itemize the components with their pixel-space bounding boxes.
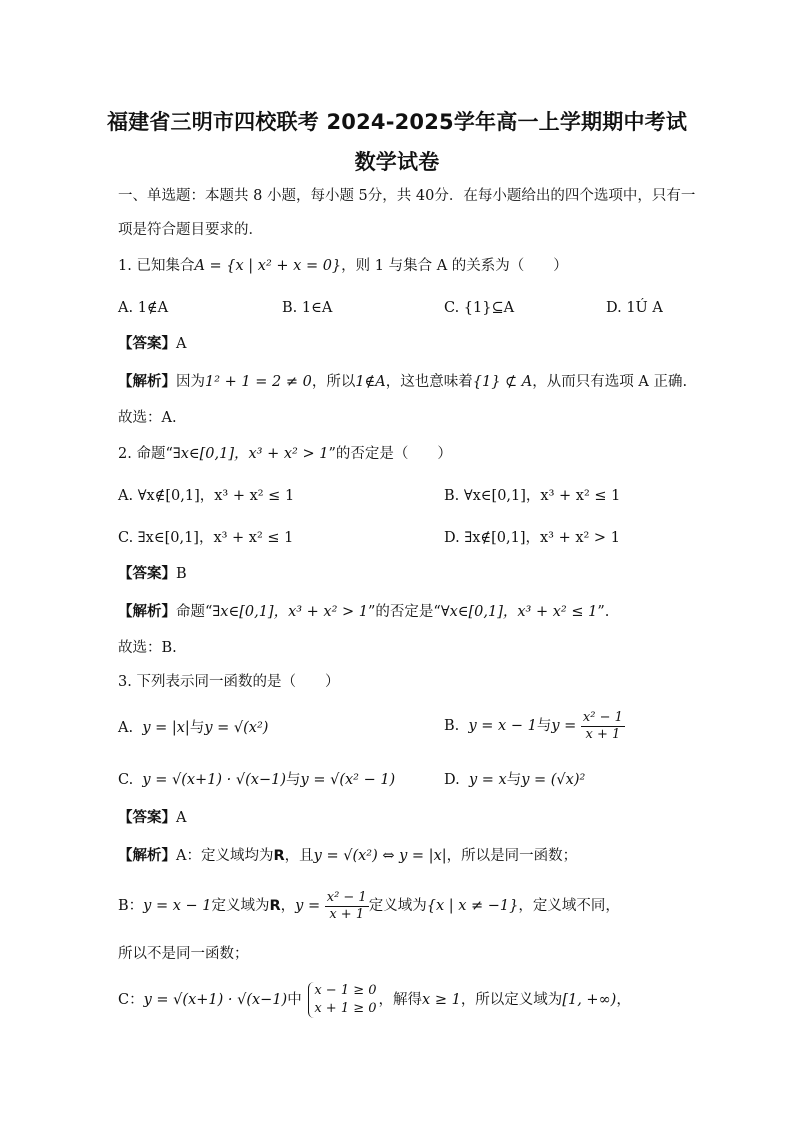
answer-label: 【答案】 [118, 336, 176, 352]
option-label: C. [118, 772, 134, 788]
option-text: 与 [536, 718, 552, 734]
analysis-label: 【解析】 [118, 848, 176, 864]
analysis-text: 因为 [176, 374, 205, 390]
analysis-text: 中 [287, 992, 302, 1008]
question-3-analysis-b [118, 886, 694, 926]
question-2-analysis [118, 602, 694, 622]
analysis-text: ，定义域不同， [518, 898, 620, 914]
question-1-stem-post: ，则 1 与集合 A 的关系为（ ） [341, 258, 568, 274]
question-1-option-b: B. 1∈A [282, 300, 333, 316]
question-2-option-a: A. ∀x∉[0,1]，x³ + x² ≤ 1 [118, 488, 295, 504]
analysis-label: 【解析】 [118, 604, 176, 620]
question-1-answer [118, 334, 694, 354]
option-text: 与 [189, 720, 205, 736]
analysis-math: 1∉A [355, 374, 386, 390]
analysis-math: {1} ⊄ A [472, 374, 533, 390]
analysis-label: 【解析】 [118, 374, 176, 390]
analysis-text: 命题“ [176, 604, 213, 620]
question-1-set: A = {x | x² + x = 0} [194, 258, 342, 274]
answer-value: A [176, 336, 187, 352]
analysis-math: ∃x∈[0,1]，x³ + x² > 1 [212, 604, 369, 620]
question-3-analysis-a [118, 846, 694, 866]
analysis-math: {x | x ≠ −1} [426, 898, 519, 914]
analysis-text: ，这也意味着 [385, 374, 473, 390]
analysis-text: ，解得 [378, 992, 423, 1008]
question-3-stem: 3. 下列表示同一函数的是（ ） [118, 674, 340, 690]
question-3-option-a [118, 718, 268, 738]
inequality-row: x + 1 ≥ 0 [314, 1001, 377, 1016]
question-2-stem [118, 444, 694, 464]
option-math: y = √(x² − 1) [300, 772, 396, 788]
question-2-proposition: ∃x∈[0,1]，x³ + x² > 1 [172, 446, 329, 462]
option-label: D. [444, 772, 460, 788]
question-1-option-a: A. 1∉A [118, 300, 169, 316]
analysis-math: y = [295, 898, 321, 914]
analysis-text: ”的否定是“ [368, 604, 441, 620]
option-math: y = x [468, 772, 507, 788]
question-2-conclusion: 故选：B. [118, 640, 177, 656]
question-3-option-b [444, 706, 625, 746]
section-instruction-line2: 项是符合题目要求的． [118, 222, 263, 238]
analysis-math: y = √(x²) ⇔ y = |x| [313, 848, 447, 864]
analysis-text: 定义域为 [211, 898, 270, 914]
analysis-text: ， [280, 898, 296, 914]
option-math: y = √(x²) [204, 720, 269, 736]
question-3-answer [118, 808, 694, 828]
section-instruction-line1: 一、单选题：本题共 8 小题，每小题 5分，共 40分．在每小题给出的四个选项中，只有一 [118, 188, 696, 204]
analysis-text: ，所以 [311, 374, 356, 390]
page-subtitle: 数学试卷 [354, 150, 440, 174]
question-1-conclusion: 故选：A. [118, 410, 177, 426]
question-1-stem-pre: 1. 已知集合 [118, 258, 195, 274]
answer-label: 【答案】 [118, 810, 176, 826]
answer-value: B [176, 566, 187, 582]
answer-label: 【答案】 [118, 566, 176, 582]
page-title: 福建省三明市四校联考 2024-2025学年高一上学期期中考试 [106, 110, 688, 134]
question-2-stem-pre: 2. 命题“ [118, 446, 173, 462]
option-math: y = [551, 718, 577, 734]
fraction-numerator: x² − 1 [326, 889, 367, 905]
option-text: 与 [286, 772, 301, 788]
fraction-denominator: x + 1 [585, 726, 621, 742]
analysis-text: C： [118, 992, 144, 1008]
question-3-option-d [444, 770, 585, 790]
question-1-option-c: C. {1}⊆A [444, 300, 515, 316]
analysis-math: y = x − 1 [143, 898, 212, 914]
question-2-option-d: D. ∃x∉[0,1]，x³ + x² > 1 [444, 530, 620, 546]
analysis-text: A：定义域均为 [176, 848, 274, 864]
inequality-system [308, 982, 376, 1018]
question-3-option-c [118, 770, 395, 790]
real-numbers-symbol: R [273, 848, 285, 864]
fraction [325, 890, 369, 923]
question-2-option-b: B. ∀x∈[0,1]，x³ + x² ≤ 1 [444, 488, 621, 504]
option-math: y = (√x)² [521, 772, 586, 788]
analysis-math: [1, +∞) [562, 992, 617, 1008]
question-1-option-d: D. 1Ú A [606, 300, 663, 316]
option-label: B. [444, 718, 460, 734]
analysis-text: ，所以是同一函数； [446, 848, 578, 864]
analysis-math: x ≥ 1 [422, 992, 461, 1008]
fraction-denominator: x + 1 [329, 906, 365, 922]
fraction-numerator: x² − 1 [582, 709, 623, 725]
analysis-text: ，从而只有选项 A 正确. [532, 374, 688, 390]
real-numbers-symbol: R [269, 898, 281, 914]
analysis-text: 定义域为 [368, 898, 427, 914]
option-math: y = x − 1 [468, 718, 537, 734]
analysis-text: ”. [597, 604, 610, 620]
question-2-stem-post: ”的否定是（ ） [328, 446, 452, 462]
question-2-answer [118, 564, 694, 584]
analysis-text: ， [616, 992, 631, 1008]
option-text: 与 [506, 772, 522, 788]
answer-value: A [176, 810, 187, 826]
question-2-option-c: C. ∃x∈[0,1]，x³ + x² ≤ 1 [118, 530, 294, 546]
analysis-math: 1² + 1 = 2 ≠ 0 [205, 374, 312, 390]
option-label: A. [118, 720, 134, 736]
analysis-text: ，所以定义域为 [460, 992, 563, 1008]
analysis-text: ，且 [284, 848, 314, 864]
analysis-math: ∀x∈[0,1]，x³ + x² ≤ 1 [440, 604, 598, 620]
question-3-analysis-c [118, 980, 694, 1020]
question-1-analysis [118, 372, 694, 392]
analysis-math: y = √(x+1) · √(x−1) [143, 992, 288, 1008]
analysis-text: B： [118, 898, 144, 914]
option-math: y = √(x+1) · √(x−1) [142, 772, 287, 788]
fraction [581, 710, 625, 743]
inequality-row: x − 1 ≥ 0 [314, 983, 377, 998]
question-3-analysis-b-cont: 所以不是同一函数； [118, 946, 249, 962]
option-math: y = |x| [142, 720, 190, 736]
question-1-stem [118, 256, 694, 276]
